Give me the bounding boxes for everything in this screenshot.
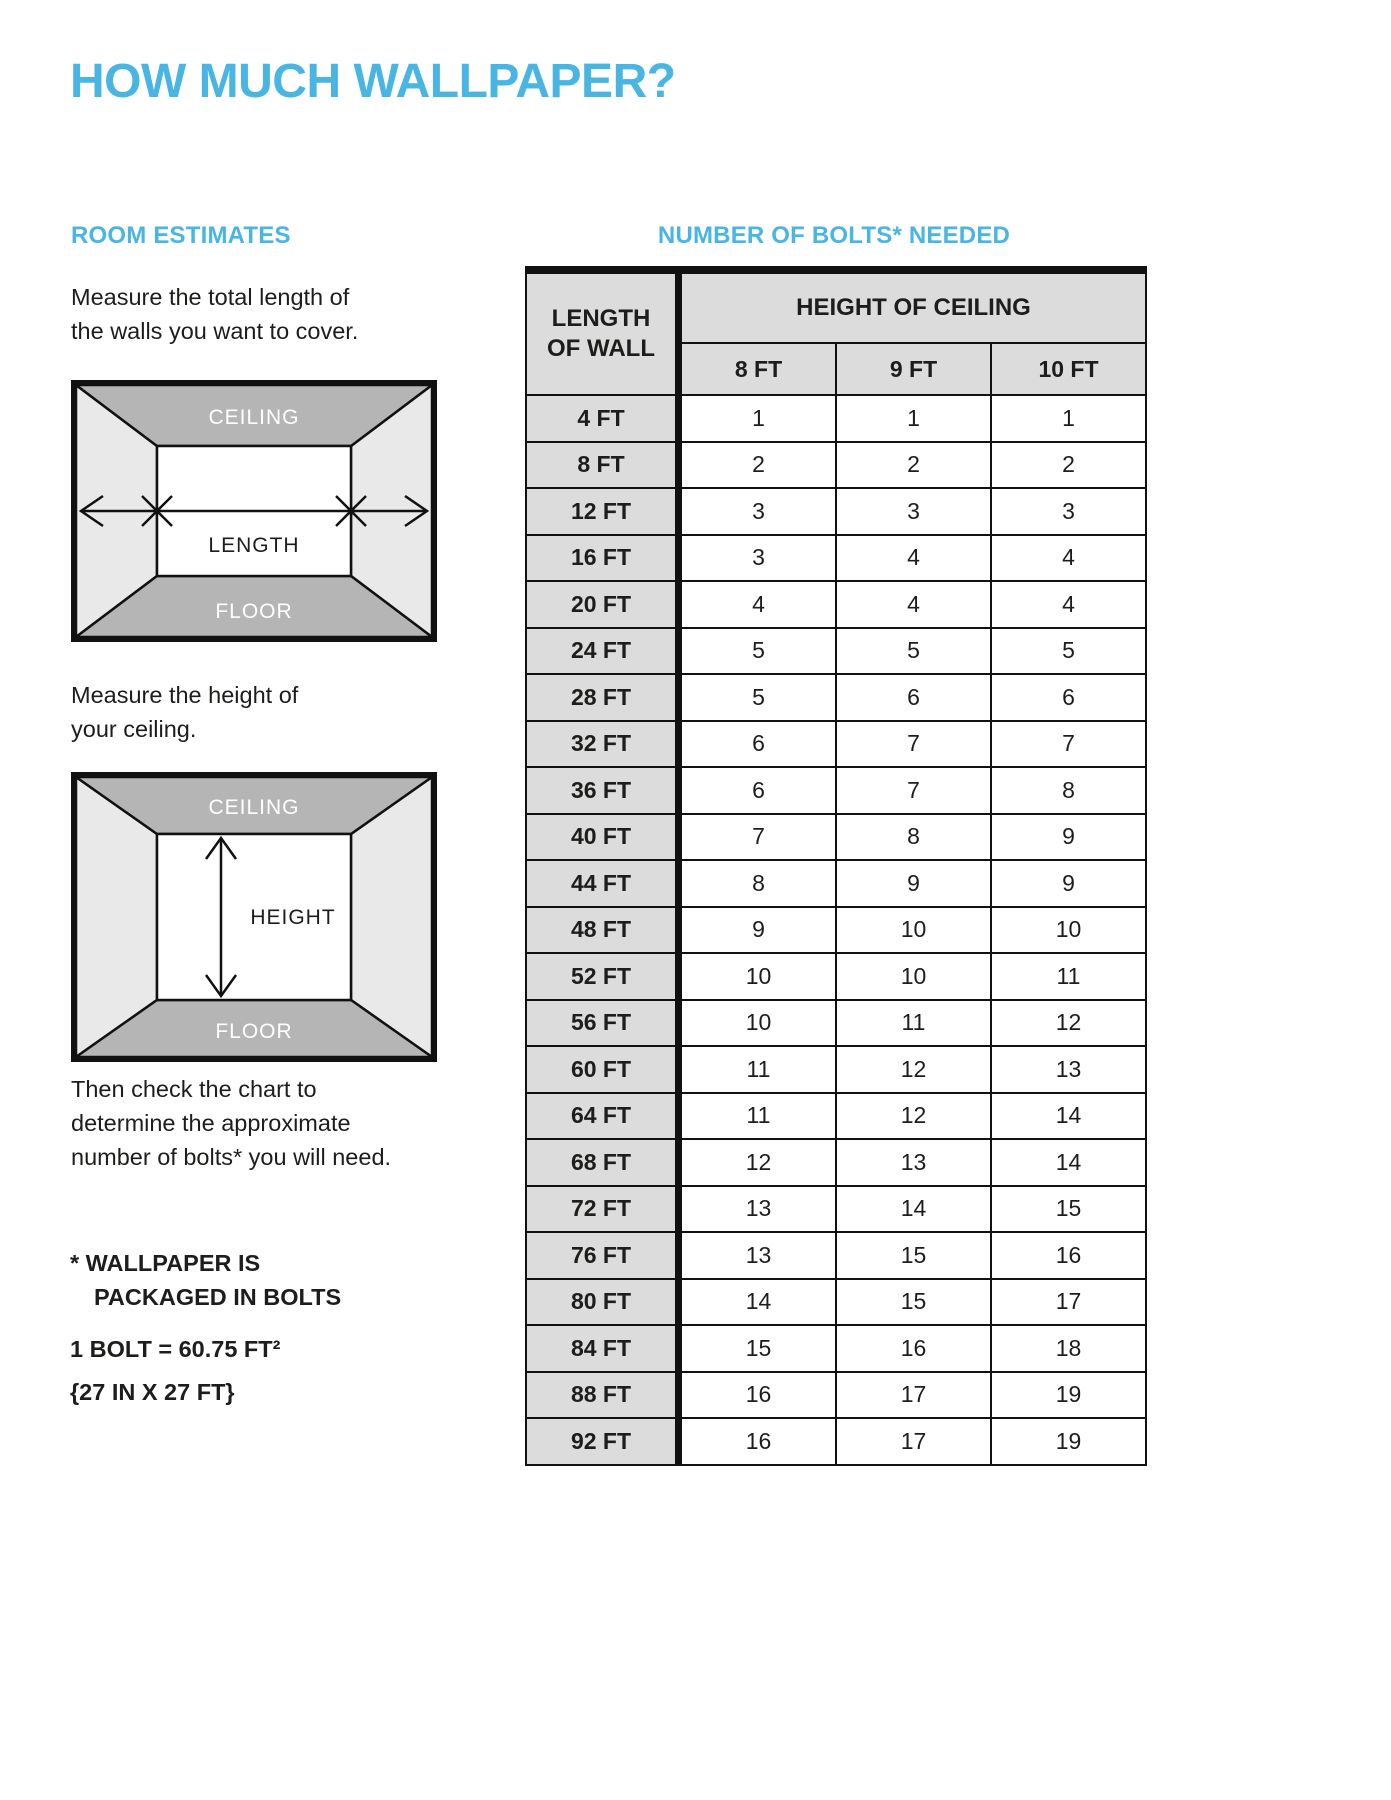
bolt-count-cell: 3 — [679, 535, 837, 582]
bolt-count-cell: 9 — [991, 814, 1146, 861]
bolt-count-cell: 15 — [679, 1325, 837, 1372]
wall-length-label: 84 FT — [526, 1325, 679, 1372]
bolt-count-cell: 5 — [991, 628, 1146, 675]
bolt-count-cell: 14 — [991, 1093, 1146, 1140]
table-row — [526, 1232, 1146, 1279]
bolt-count-cell: 16 — [679, 1372, 837, 1419]
bolt-count-cell: 13 — [679, 1232, 837, 1279]
step3-line2: determine the approximate — [71, 1110, 351, 1136]
table-row — [526, 488, 1146, 535]
bolt-count-cell: 16 — [679, 1418, 837, 1465]
bolt-count-cell: 8 — [836, 814, 991, 861]
step2-instruction — [71, 678, 298, 746]
bolt-count-cell: 8 — [991, 767, 1146, 814]
bolt-count-cell: 15 — [836, 1279, 991, 1326]
ceiling-label: CEILING — [208, 796, 300, 819]
bolt-count-cell: 19 — [991, 1418, 1146, 1465]
table-row — [526, 442, 1146, 489]
table-row — [526, 814, 1146, 861]
col-header-10ft: 10 FT — [991, 343, 1146, 395]
page-title: HOW MUCH WALLPAPER? — [70, 55, 676, 108]
bolt-count-cell: 4 — [991, 581, 1146, 628]
wall-length-label: 20 FT — [526, 581, 679, 628]
bolt-count-cell: 12 — [836, 1093, 991, 1140]
table-row — [526, 907, 1146, 954]
bolt-count-cell: 9 — [836, 860, 991, 907]
footnote-line2: PACKAGED IN BOLTS — [94, 1284, 342, 1310]
wall-length-label: 44 FT — [526, 860, 679, 907]
length-of-wall-header-line1: LENGTH — [551, 305, 651, 332]
bolt-dimensions: {27 IN X 27 FT} — [70, 1379, 235, 1405]
bolt-count-cell: 3 — [836, 488, 991, 535]
wallpaper-bolts-footnote — [70, 1246, 341, 1314]
table-row — [526, 535, 1146, 582]
table-row — [526, 1139, 1146, 1186]
bolt-count-cell: 9 — [679, 907, 837, 954]
wall-length-label: 48 FT — [526, 907, 679, 954]
room-estimates-heading: ROOM ESTIMATES — [71, 222, 291, 249]
bolt-count-cell: 6 — [991, 674, 1146, 721]
wall-length-label: 32 FT — [526, 721, 679, 768]
table-header-row-1 — [526, 270, 1146, 343]
bolt-count-cell: 2 — [991, 442, 1146, 489]
step3-line1: Then check the chart to — [71, 1076, 317, 1102]
bolt-count-cell: 6 — [679, 721, 837, 768]
bolt-count-cell: 16 — [836, 1325, 991, 1372]
bolt-count-cell: 8 — [679, 860, 837, 907]
bolt-count-cell: 7 — [991, 721, 1146, 768]
wall-length-label: 56 FT — [526, 1000, 679, 1047]
room-height-diagram — [71, 772, 437, 1062]
wall-length-label: 92 FT — [526, 1418, 679, 1465]
bolt-count-cell: 12 — [836, 1046, 991, 1093]
table-row — [526, 1418, 1146, 1465]
table-row — [526, 721, 1146, 768]
wall-length-label: 40 FT — [526, 814, 679, 861]
floor-label: FLOOR — [215, 1020, 293, 1043]
bolt-count-cell: 2 — [679, 442, 837, 489]
bolt-count-cell: 10 — [836, 953, 991, 1000]
wall-length-label: 72 FT — [526, 1186, 679, 1233]
bolt-count-cell: 17 — [991, 1279, 1146, 1326]
wall-length-label: 24 FT — [526, 628, 679, 675]
bolt-count-cell: 1 — [991, 395, 1146, 442]
bolt-count-cell: 7 — [679, 814, 837, 861]
bolts-needed-heading: NUMBER OF BOLTS* NEEDED — [657, 222, 1011, 249]
bolt-count-cell: 10 — [679, 1000, 837, 1047]
step2-line1: Measure the height of — [71, 682, 299, 708]
bolt-count-cell: 18 — [991, 1325, 1146, 1372]
wall-length-label: 4 FT — [526, 395, 679, 442]
wall-length-label: 8 FT — [526, 442, 679, 489]
table-row — [526, 674, 1146, 721]
table-row — [526, 1325, 1146, 1372]
bolt-count-cell: 11 — [836, 1000, 991, 1047]
table-row — [526, 1372, 1146, 1419]
bolt-count-cell: 13 — [836, 1139, 991, 1186]
bolt-count-cell: 14 — [836, 1186, 991, 1233]
height-label: HEIGHT — [250, 906, 336, 929]
bolt-count-cell: 4 — [836, 581, 991, 628]
bolt-count-cell: 5 — [679, 674, 837, 721]
table-row — [526, 860, 1146, 907]
bolt-count-cell: 11 — [679, 1093, 837, 1140]
col-header-8ft: 8 FT — [679, 343, 837, 395]
footnote-line1: * WALLPAPER IS — [70, 1250, 261, 1276]
table-row — [526, 1186, 1146, 1233]
wall-length-label: 60 FT — [526, 1046, 679, 1093]
bolt-count-cell: 19 — [991, 1372, 1146, 1419]
bolt-count-cell: 1 — [679, 395, 837, 442]
wall-length-label: 80 FT — [526, 1279, 679, 1326]
bolt-equation: 1 BOLT = 60.75 FT² — [70, 1336, 281, 1362]
bolt-count-cell: 5 — [836, 628, 991, 675]
bolt-count-cell: 7 — [836, 721, 991, 768]
floor-label: FLOOR — [215, 600, 293, 623]
step3-line3: number of bolts* you will need. — [71, 1144, 392, 1170]
wall-length-label: 64 FT — [526, 1093, 679, 1140]
bolt-count-cell: 14 — [679, 1279, 837, 1326]
length-of-wall-header — [526, 270, 679, 395]
bolt-count-cell: 11 — [679, 1046, 837, 1093]
bolt-count-cell: 10 — [679, 953, 837, 1000]
bolt-count-cell: 15 — [836, 1232, 991, 1279]
wall-length-label: 12 FT — [526, 488, 679, 535]
bolt-count-cell: 9 — [991, 860, 1146, 907]
table-row — [526, 953, 1146, 1000]
bolt-count-cell: 10 — [991, 907, 1146, 954]
bolt-count-cell: 17 — [836, 1418, 991, 1465]
bolt-count-cell: 4 — [836, 535, 991, 582]
bolt-count-cell: 2 — [836, 442, 991, 489]
step1-line2: the walls you want to cover. — [71, 318, 359, 344]
wall-length-label: 28 FT — [526, 674, 679, 721]
col-header-9ft: 9 FT — [836, 343, 991, 395]
ceiling-label: CEILING — [208, 406, 300, 429]
bolt-count-cell: 3 — [679, 488, 837, 535]
wall-length-label: 88 FT — [526, 1372, 679, 1419]
step2-line2: your ceiling. — [71, 716, 197, 742]
length-of-wall-header-line2: OF WALL — [547, 335, 655, 362]
bolt-count-cell: 15 — [991, 1186, 1146, 1233]
bolt-count-cell: 16 — [991, 1232, 1146, 1279]
bolt-count-cell: 6 — [836, 674, 991, 721]
length-label: LENGTH — [208, 534, 300, 557]
wall-length-label: 68 FT — [526, 1139, 679, 1186]
bolts-table — [525, 266, 1147, 1466]
table-row — [526, 395, 1146, 442]
wall-length-label: 76 FT — [526, 1232, 679, 1279]
bolt-count-cell: 12 — [991, 1000, 1146, 1047]
bolt-count-cell: 17 — [836, 1372, 991, 1419]
bolt-count-cell: 7 — [836, 767, 991, 814]
table-row — [526, 767, 1146, 814]
bolt-count-cell: 3 — [991, 488, 1146, 535]
bolt-count-cell: 12 — [679, 1139, 837, 1186]
bolt-count-cell: 5 — [679, 628, 837, 675]
table-row — [526, 1279, 1146, 1326]
bolt-count-cell: 14 — [991, 1139, 1146, 1186]
table-row — [526, 581, 1146, 628]
table-row — [526, 628, 1146, 675]
wall-length-label: 36 FT — [526, 767, 679, 814]
height-of-ceiling-header: HEIGHT OF CEILING — [679, 270, 1147, 343]
step1-line1: Measure the total length of — [71, 284, 350, 310]
room-length-diagram — [71, 380, 437, 642]
bolt-count-cell: 1 — [836, 395, 991, 442]
step3-instruction — [71, 1072, 391, 1174]
bolt-count-cell: 6 — [679, 767, 837, 814]
bolt-count-cell: 13 — [991, 1046, 1146, 1093]
bolt-count-cell: 4 — [991, 535, 1146, 582]
table-row — [526, 1093, 1146, 1140]
bolt-count-cell: 11 — [991, 953, 1146, 1000]
bolt-count-cell: 4 — [679, 581, 837, 628]
step1-instruction — [71, 280, 358, 348]
table-row — [526, 1000, 1146, 1047]
wall-length-label: 16 FT — [526, 535, 679, 582]
bolt-count-cell: 13 — [679, 1186, 837, 1233]
table-row — [526, 1046, 1146, 1093]
bolt-count-cell: 10 — [836, 907, 991, 954]
bolt-size-info — [70, 1328, 280, 1414]
wall-length-label: 52 FT — [526, 953, 679, 1000]
